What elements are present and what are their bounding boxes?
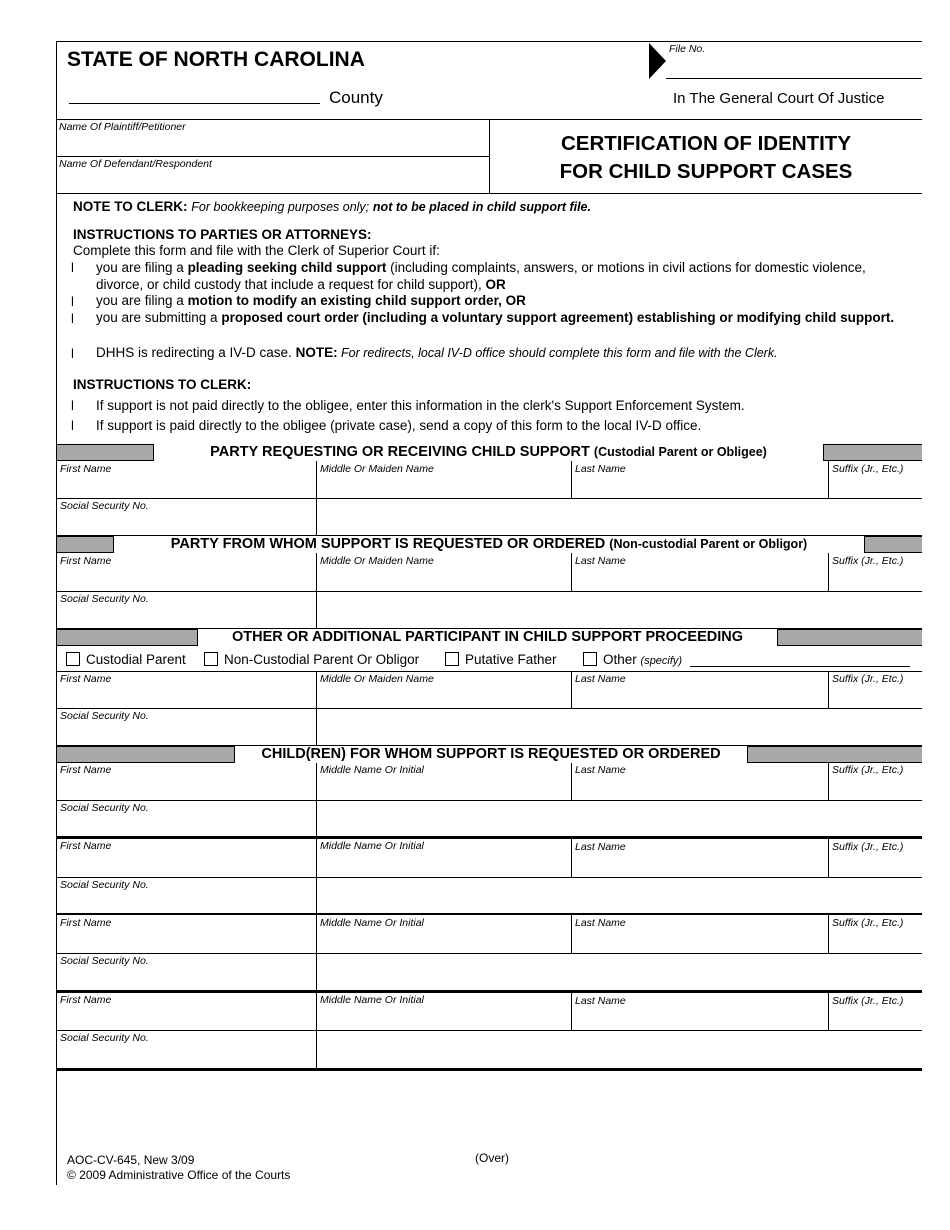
field-divider bbox=[571, 671, 572, 708]
middle-name-label: Middle Or Maiden Name bbox=[320, 673, 434, 685]
name-row-rule[interactable] bbox=[56, 1030, 922, 1031]
suffix-label: Suffix (Jr., Etc.) bbox=[832, 841, 904, 853]
checkbox-noncustodial-parent[interactable] bbox=[204, 652, 419, 667]
parties-bottom-rule bbox=[56, 193, 922, 194]
name-row-rule[interactable] bbox=[56, 953, 922, 954]
ssn-label: Social Security No. bbox=[60, 500, 149, 512]
section-title-sub: (Custodial Parent or Obligee) bbox=[593, 445, 767, 459]
b1-pre: you are filing a bbox=[96, 260, 188, 275]
suffix-label: Suffix (Jr., Etc.) bbox=[832, 463, 904, 475]
checkbox-label: Non-Custodial Parent Or Obligor bbox=[224, 652, 420, 667]
field-divider bbox=[828, 839, 829, 877]
checkbox-label: Custodial Parent bbox=[86, 652, 186, 667]
section-header-other-participant bbox=[57, 629, 922, 646]
first-name-label: First Name bbox=[60, 917, 112, 929]
field-divider bbox=[828, 993, 829, 1030]
note-text: For bookkeeping purposes only; bbox=[191, 200, 370, 214]
b4-italic: For redirects, local IV-D office should complete this form and file with the Clerk. bbox=[337, 346, 778, 360]
b2-bold: motion to modify an existing child support order, OR bbox=[187, 293, 526, 308]
name-row-rule[interactable] bbox=[56, 800, 922, 801]
county-input-line[interactable] bbox=[69, 103, 320, 104]
checkbox-box[interactable] bbox=[66, 652, 80, 666]
field-divider bbox=[828, 461, 829, 498]
checkbox-label: Putative Father bbox=[465, 652, 557, 667]
middle-name-label: Middle Name Or Initial bbox=[320, 764, 424, 776]
bullet-marker: l bbox=[71, 260, 74, 275]
ssn-label: Social Security No. bbox=[60, 879, 149, 891]
first-name-label: First Name bbox=[60, 463, 112, 475]
note-text-bold: not to be placed in child support file. bbox=[372, 200, 591, 214]
clerk-bullet-1: If support is not paid directly to the obligee, enter this information in the clerk's Support Enforcement System. bbox=[96, 398, 745, 413]
name-row-rule[interactable] bbox=[56, 708, 922, 709]
middle-name-label: Middle Or Maiden Name bbox=[320, 555, 434, 567]
plaintiff-label: Name Of Plaintiff/Petitioner bbox=[59, 121, 186, 133]
checkbox-box[interactable] bbox=[204, 652, 218, 666]
field-divider bbox=[828, 915, 829, 953]
b1-post: (including complaints, answers, or motions in civil actions for domestic violence, divorce, or child custody that include a request for child support), bbox=[96, 260, 866, 292]
field-divider bbox=[828, 763, 829, 800]
over-note: (Over) bbox=[475, 1151, 509, 1165]
middle-name-label: Middle Name Or Initial bbox=[320, 994, 424, 1006]
child-separator bbox=[56, 913, 922, 915]
field-divider bbox=[571, 915, 572, 953]
file-no-input-line[interactable] bbox=[666, 78, 922, 79]
checkbox-other[interactable] bbox=[583, 652, 682, 667]
section-title-children bbox=[234, 746, 748, 763]
b2-pre: you are filing a bbox=[96, 293, 188, 308]
note-label: NOTE TO CLERK: bbox=[73, 199, 188, 214]
child-separator bbox=[56, 836, 922, 839]
ssn-label: Social Security No. bbox=[60, 802, 149, 814]
bullet-marker: l bbox=[71, 294, 74, 309]
form-title bbox=[490, 130, 922, 186]
first-name-label: First Name bbox=[60, 840, 112, 852]
checkbox-box[interactable] bbox=[445, 652, 459, 666]
middle-name-label: Middle Name Or Initial bbox=[320, 917, 424, 929]
b1-bold: pleading seeking child support bbox=[187, 260, 387, 275]
middle-name-label: Middle Name Or Initial bbox=[320, 840, 424, 852]
suffix-label: Suffix (Jr., Etc.) bbox=[832, 995, 904, 1007]
bullet-marker: l bbox=[71, 418, 74, 433]
instruction-bullet-2 bbox=[96, 292, 896, 309]
last-name-label: Last Name bbox=[575, 673, 626, 685]
section-title-main: OTHER OR ADDITIONAL PARTICIPANT IN CHILD SUPPORT PROCEEDING bbox=[231, 629, 743, 645]
form-title-line2: FOR CHILD SUPPORT CASES bbox=[559, 160, 853, 183]
file-no-arrow-icon bbox=[649, 43, 666, 79]
left-margin-rule bbox=[56, 41, 57, 1185]
field-divider bbox=[571, 553, 572, 591]
suffix-label: Suffix (Jr., Etc.) bbox=[832, 555, 904, 567]
last-name-label: Last Name bbox=[575, 995, 626, 1007]
options-row-rule bbox=[56, 671, 922, 672]
section-header-children bbox=[57, 746, 922, 763]
section-title-main: PARTY REQUESTING OR RECEIVING CHILD SUPPORT bbox=[210, 444, 594, 460]
ssn-label: Social Security No. bbox=[60, 1032, 149, 1044]
plaintiff-input-line[interactable] bbox=[56, 156, 489, 157]
instructions-parties-intro: Complete this form and file with the Clerk of Superior Court if: bbox=[73, 243, 440, 258]
section-title-noncustodial bbox=[113, 536, 865, 553]
name-row-rule[interactable] bbox=[56, 877, 922, 878]
instruction-bullet-3 bbox=[96, 309, 896, 326]
name-row-rule[interactable] bbox=[56, 591, 922, 592]
court-name: In The General Court Of Justice bbox=[673, 90, 885, 107]
first-name-label: First Name bbox=[60, 673, 112, 685]
field-divider bbox=[828, 553, 829, 591]
table-bottom-rule bbox=[56, 1068, 922, 1071]
first-name-label: First Name bbox=[60, 555, 112, 567]
field-divider bbox=[571, 839, 572, 877]
b1-or: OR bbox=[485, 277, 506, 292]
last-name-label: Last Name bbox=[575, 764, 626, 776]
instruction-bullet-4 bbox=[96, 344, 896, 362]
bullet-marker: l bbox=[71, 346, 74, 361]
b3-bold: proposed court order (including a voluntary support agreement) establishing or modifying child support. bbox=[221, 310, 895, 325]
name-row-rule[interactable] bbox=[56, 498, 922, 499]
file-no-label: File No. bbox=[669, 43, 706, 55]
bullet-marker: l bbox=[71, 311, 74, 326]
form-title-line1: CERTIFICATION OF IDENTITY bbox=[560, 132, 852, 155]
defendant-label: Name Of Defendant/Respondent bbox=[59, 158, 212, 170]
note-to-clerk bbox=[73, 199, 591, 214]
first-name-label: First Name bbox=[60, 994, 112, 1006]
checkbox-custodial-parent[interactable] bbox=[66, 652, 186, 667]
b4-pre: DHHS is redirecting a IV-D case. bbox=[96, 345, 296, 360]
field-divider bbox=[828, 671, 829, 708]
b4-bold: NOTE: bbox=[295, 345, 338, 360]
section-title-other-participant bbox=[197, 629, 778, 646]
field-divider bbox=[571, 763, 572, 800]
checkbox-label: Other bbox=[603, 652, 637, 667]
state-heading: STATE OF NORTH CAROLINA bbox=[67, 48, 365, 71]
copyright: © 2009 Administrative Office of the Courts bbox=[67, 1168, 291, 1182]
ssn-label: Social Security No. bbox=[60, 593, 149, 605]
section-title-custodial bbox=[153, 444, 824, 461]
checkbox-putative-father[interactable] bbox=[445, 652, 557, 667]
suffix-label: Suffix (Jr., Etc.) bbox=[832, 917, 904, 929]
field-divider bbox=[571, 461, 572, 498]
first-name-label: First Name bbox=[60, 764, 112, 776]
clerk-bullet-2: If support is paid directly to the obligee (private case), send a copy of this form to the local IV-D office. bbox=[96, 418, 702, 433]
top-rule bbox=[56, 41, 922, 42]
checkbox-box[interactable] bbox=[583, 652, 597, 666]
child-separator bbox=[56, 990, 922, 993]
section-title-main: CHILD(REN) FOR WHOM SUPPORT IS REQUESTED OR ORDERED bbox=[261, 746, 721, 762]
section-header-noncustodial bbox=[57, 536, 922, 553]
instruction-bullet-1 bbox=[96, 259, 896, 293]
b3-pre: you are submitting a bbox=[96, 310, 222, 325]
field-divider bbox=[571, 993, 572, 1030]
last-name-label: Last Name bbox=[575, 555, 626, 567]
checkbox-specify: (specify) bbox=[640, 655, 683, 667]
ssn-label: Social Security No. bbox=[60, 710, 149, 722]
bullet-marker: l bbox=[71, 398, 74, 413]
section-title-sub: (Non-custodial Parent or Obligor) bbox=[609, 537, 808, 551]
instructions-parties-heading: INSTRUCTIONS TO PARTIES OR ATTORNEYS: bbox=[73, 227, 372, 242]
instructions-clerk-heading: INSTRUCTIONS TO CLERK: bbox=[73, 377, 252, 392]
other-specify-input-line[interactable] bbox=[690, 666, 910, 667]
section-title-main: PARTY FROM WHOM SUPPORT IS REQUESTED OR ORDERED bbox=[170, 536, 610, 552]
ssn-label: Social Security No. bbox=[60, 955, 149, 967]
suffix-label: Suffix (Jr., Etc.) bbox=[832, 764, 904, 776]
county-label: County bbox=[329, 88, 383, 107]
last-name-label: Last Name bbox=[575, 917, 626, 929]
suffix-label: Suffix (Jr., Etc.) bbox=[832, 673, 904, 685]
section-header-custodial bbox=[57, 444, 922, 461]
last-name-label: Last Name bbox=[575, 463, 626, 475]
middle-name-label: Middle Or Maiden Name bbox=[320, 463, 434, 475]
last-name-label: Last Name bbox=[575, 841, 626, 853]
form-id: AOC-CV-645, New 3/09 bbox=[67, 1153, 195, 1167]
